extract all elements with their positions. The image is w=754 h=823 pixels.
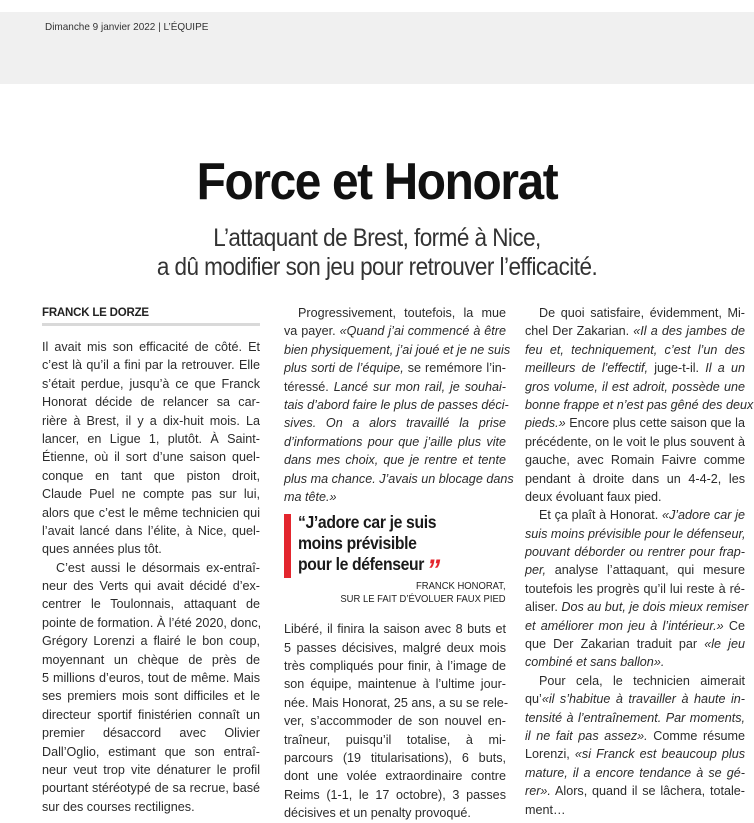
text-line xyxy=(284,620,506,638)
page-header-band xyxy=(0,12,754,84)
attribution-line: FRANCK HONORAT, xyxy=(416,580,506,593)
text-line xyxy=(525,598,749,616)
text-line xyxy=(42,356,260,374)
text-line xyxy=(525,745,745,763)
quoted-text: gros volume, il est adroit, possède une xyxy=(525,379,745,394)
text-segment: neur veut trop vite dénaturer le profil xyxy=(42,762,260,777)
text-line xyxy=(284,341,511,359)
text-line xyxy=(525,561,745,579)
quoted-text: Il a un xyxy=(705,361,746,376)
column-body xyxy=(284,304,514,506)
text-line xyxy=(42,743,260,761)
text-line xyxy=(42,779,260,797)
text-segment: Progressivement, toutefois, la mue xyxy=(298,306,506,320)
text-line xyxy=(525,709,745,727)
column-body xyxy=(42,338,260,816)
text-line xyxy=(525,488,745,506)
pull-quote-line: moins prévisible xyxy=(298,533,417,554)
text-segment: chel Der Zakarian. xyxy=(525,324,634,339)
quoted-text: sives. On a alors travaillé la prise xyxy=(284,416,506,431)
text-segment: se remémore l’in- xyxy=(403,361,506,376)
text-line xyxy=(42,522,260,540)
text-segment: toutefois les progrès qu’il lui reste à ré- xyxy=(525,581,745,596)
text-segment: De quoi satisfaire, évidemment, Mi- xyxy=(539,306,745,320)
quoted-text: pouvant déborder ou rentrer pour frap- xyxy=(525,545,745,560)
quoted-text: d’informations pour que j’aille plus vite xyxy=(284,434,506,449)
text-segment: Libéré, il finira la saison avec 8 buts et xyxy=(284,622,506,637)
quoted-text: meilleurs de l’effectif, xyxy=(525,361,649,376)
quoted-text: combiné et sans ballon». xyxy=(525,655,665,670)
text-line xyxy=(525,525,745,543)
text-segment: centrer le Toulonnais, attaquant de xyxy=(42,597,260,612)
text-segment: Dall’Oglio, estimant que son entraî- xyxy=(42,744,260,759)
text-segment: Encore plus cette saison que la xyxy=(565,416,745,431)
text-segment: son équipe, maintenue à l’ultime jour- xyxy=(284,677,506,692)
quoted-text: plus sorti de l’équipe, xyxy=(284,361,404,376)
text-segment: Ce xyxy=(723,618,745,633)
subtitle-line: a dû modifier son jeu pour retrouver l’efficacité. xyxy=(156,253,598,281)
quoted-text: bonne frappe et n’est pas gêné des deux xyxy=(525,397,754,412)
text-line xyxy=(284,639,506,657)
text-line xyxy=(525,433,745,451)
column-body xyxy=(525,304,754,819)
text-segment: 5 passes décisives, malgré deux mois xyxy=(284,640,506,655)
quoted-text: mature, il a encore tendance à se gé- xyxy=(525,765,745,780)
pull-quote-accent-bar xyxy=(284,514,291,578)
text-line xyxy=(525,617,745,635)
column-body xyxy=(284,620,509,822)
text-line xyxy=(42,687,260,705)
text-line xyxy=(525,506,745,524)
text-segment: Honorat décide de relancer sa car- xyxy=(42,395,260,410)
text-segment: née. Mais Honorat, 25 ans, a su se rele- xyxy=(284,695,509,710)
quoted-text: «le jeu xyxy=(704,637,745,652)
text-segment: ques années plus tôt. xyxy=(42,542,162,557)
text-line xyxy=(525,396,754,414)
text-line xyxy=(525,470,745,488)
text-line xyxy=(284,322,506,340)
text-segment: ment… xyxy=(525,802,566,817)
text-line xyxy=(42,651,260,669)
text-segment: s’était perdue, jusqu’à ce que Franck xyxy=(42,376,260,391)
text-line xyxy=(525,543,745,561)
text-segment: conque en tant que piston droit, xyxy=(42,468,260,483)
text-line xyxy=(42,448,260,466)
text-segment: Pour cela, le technicien aimerait xyxy=(539,673,745,688)
text-line xyxy=(525,764,745,782)
text-segment: pourtant stéréotypé de sa recrue, basé xyxy=(42,781,260,796)
text-line xyxy=(525,727,745,745)
text-line xyxy=(42,559,260,577)
text-line xyxy=(284,451,506,469)
pull-quote-line: “J’adore car je suis xyxy=(298,512,437,533)
text-line xyxy=(42,504,260,522)
quoted-text: dans mes choix, que je rentre et tente xyxy=(284,453,506,468)
text-line xyxy=(42,467,260,485)
pull-quote-line: pour le défenseur xyxy=(298,554,425,575)
text-segment: pendant à droite dans un 4-4-2, les xyxy=(525,471,745,486)
text-line xyxy=(525,690,745,708)
closing-quote-icon: ” xyxy=(426,554,437,588)
text-line xyxy=(284,414,506,432)
text-line xyxy=(525,672,745,690)
text-line xyxy=(284,304,506,322)
quoted-text: plus ma chance. J’avais un blocage dans xyxy=(284,471,514,486)
text-segment: précédente, on le voit le plus souvent à xyxy=(525,434,745,449)
text-line xyxy=(284,378,506,396)
text-line xyxy=(42,485,260,503)
text-line xyxy=(42,412,260,430)
pull-quote-attribution xyxy=(341,580,506,606)
article-column-1 xyxy=(42,304,260,816)
text-segment: 5 millions d’euros, tout de même. Mais xyxy=(42,671,260,686)
text-segment: rière à Brest, il y a dix-huit mois. La xyxy=(42,413,260,428)
text-line xyxy=(42,706,260,724)
quoted-text: pieds.» xyxy=(525,416,566,431)
text-line xyxy=(525,635,745,653)
text-line xyxy=(42,577,260,595)
text-line xyxy=(42,540,260,558)
text-segment: Reims (1-1, le 17 octobre), 3 passes xyxy=(284,787,506,802)
text-line xyxy=(525,451,745,469)
text-segment: qu’ xyxy=(525,692,542,707)
text-line xyxy=(525,341,745,359)
text-line xyxy=(525,378,745,396)
text-line xyxy=(42,798,260,816)
text-segment: Grégory Lorenzi a flairé le bon coup, xyxy=(42,634,260,649)
quoted-text: Dos au but, je dois mieux remiser xyxy=(561,600,749,615)
text-segment: analyse l’attaquant, qui mesure xyxy=(546,563,745,578)
text-segment: ver, s’accommoder de son nouvel en- xyxy=(284,714,506,729)
text-segment: deux évoluant faux pied. xyxy=(525,489,662,504)
text-line xyxy=(525,801,745,819)
text-line xyxy=(525,653,745,671)
article-subtitle xyxy=(38,224,717,282)
article-headline: Force et Honorat xyxy=(196,153,558,211)
text-segment: Alors, quand il se lâchera, totale- xyxy=(550,784,745,799)
quoted-text: suis moins prévisible pour le défenseur, xyxy=(525,526,746,541)
text-line xyxy=(284,767,506,785)
text-segment: juge-t-il. xyxy=(648,361,706,376)
quoted-text: «J’adore car je xyxy=(661,508,745,523)
article-column-3 xyxy=(525,304,754,819)
text-segment: Et ça plaît à Honorat. xyxy=(539,508,662,523)
text-line xyxy=(42,595,260,613)
text-line xyxy=(284,396,509,414)
quoted-text: Lancé sur mon rail, je souhai- xyxy=(333,379,507,394)
text-line xyxy=(284,359,506,377)
text-segment: Comme résume xyxy=(647,728,746,743)
text-line xyxy=(42,375,260,393)
text-line xyxy=(284,470,514,488)
text-line xyxy=(42,669,260,687)
quoted-text: tensité à l’entraînement. Par moments, xyxy=(525,710,745,725)
text-line xyxy=(284,694,509,712)
text-line xyxy=(284,786,506,804)
text-segment: Étienne, où il sort d’une saison quel- xyxy=(42,450,260,465)
quoted-text: «si Franck est beaucoup plus xyxy=(574,747,746,762)
text-segment: dont une volée extraordinaire contre xyxy=(284,769,506,784)
text-line xyxy=(525,304,745,322)
text-line xyxy=(284,657,506,675)
text-line xyxy=(42,430,260,448)
pull-quote-text xyxy=(298,512,437,588)
quoted-text: «il s’habitue à travailler à haute in- xyxy=(541,692,745,707)
attribution-line: SUR LE FAIT D’ÉVOLUER FAUX PIED xyxy=(340,593,506,606)
text-line xyxy=(42,338,260,356)
article-column-2 xyxy=(284,304,514,823)
text-segment: que Der Zakarian traduit par xyxy=(525,637,705,652)
text-segment: traîneur, puisqu’il totalise, à mi- xyxy=(284,732,506,747)
quoted-text: il ne fait pas assez». xyxy=(525,728,648,743)
text-segment: premier désaccord avec Olivier xyxy=(42,726,260,741)
text-segment: va payer. xyxy=(284,324,340,339)
author-byline: FRANCK LE DORZE xyxy=(42,304,260,326)
text-line xyxy=(525,322,745,340)
text-line xyxy=(525,414,745,432)
text-segment: parcours (19 titularisations), 6 buts, xyxy=(284,751,506,766)
text-segment: aliser. xyxy=(525,600,562,615)
quoted-text: ma tête.» xyxy=(284,489,337,504)
text-segment: Lorenzi, xyxy=(525,747,575,762)
text-line xyxy=(525,359,745,377)
quoted-text: «Il a des jambes de xyxy=(633,324,746,339)
folio-date-publication: Dimanche 9 janvier 2022 | L’ÉQUIPE xyxy=(45,21,209,33)
text-segment: neur des Verts qui avait décidé d’ex- xyxy=(42,579,260,594)
text-segment: très compliqués pour finir, à l’image de xyxy=(284,659,506,674)
text-segment: directeur sportif finistérien connaît un xyxy=(42,707,260,722)
text-segment: c’est là qu’il a fini par la retrouver. Elle xyxy=(42,358,260,373)
subtitle-line: L’attaquant de Brest, formé à Nice, xyxy=(213,224,541,252)
text-line xyxy=(284,804,506,822)
text-line xyxy=(284,749,506,767)
text-segment: ses premiers mois sont difficiles et le xyxy=(42,689,260,704)
text-segment: gauche, avec Romain Faivre comme xyxy=(525,453,745,468)
text-line xyxy=(42,724,260,742)
quoted-text: tais d’abord faire le plus de passes déci- xyxy=(284,397,509,412)
text-segment: l’avait lancé dans l’élite, à Nice, quel- xyxy=(42,523,260,538)
quoted-text: et améliorer mon jeu à l’intérieur.» xyxy=(525,618,724,633)
text-segment: sur des courses rectilignes. xyxy=(42,799,195,814)
text-segment: lancer, en Ligue 1, plutôt. À Saint- xyxy=(42,431,260,446)
text-segment: Il avait mis son efficacité de côté. Et xyxy=(42,340,260,354)
text-segment: pointe de formation. À l’été 2020, donc, xyxy=(42,615,262,630)
text-line xyxy=(525,580,745,598)
text-segment: téressé. xyxy=(284,379,334,394)
text-segment: Claude Puel ne compte pas sur lui, xyxy=(42,487,260,502)
quoted-text: bien physiquement, j’ai joué et je ne suis xyxy=(284,342,511,357)
quoted-text: rer». xyxy=(525,784,551,799)
quoted-text: per, xyxy=(525,563,547,578)
text-segment: décisives et un penalty provoqué. xyxy=(284,806,471,821)
quoted-text: feu et, techniquement, c’est l’un des xyxy=(525,342,745,357)
text-line xyxy=(42,614,260,632)
text-line xyxy=(284,488,506,506)
text-line xyxy=(42,393,260,411)
pull-quote xyxy=(284,512,506,616)
text-segment: C’est aussi le désormais ex-entraî- xyxy=(56,560,260,575)
text-line xyxy=(284,433,506,451)
text-line xyxy=(284,675,506,693)
quoted-text: «Quand j’ai commencé à être xyxy=(339,324,507,339)
text-line xyxy=(284,731,506,749)
text-line xyxy=(42,761,260,779)
text-line xyxy=(284,712,506,730)
text-segment: alors que c’est le même technicien qui xyxy=(42,505,260,520)
text-line xyxy=(42,632,260,650)
text-segment: moyennant un chèque de près de xyxy=(42,652,260,667)
